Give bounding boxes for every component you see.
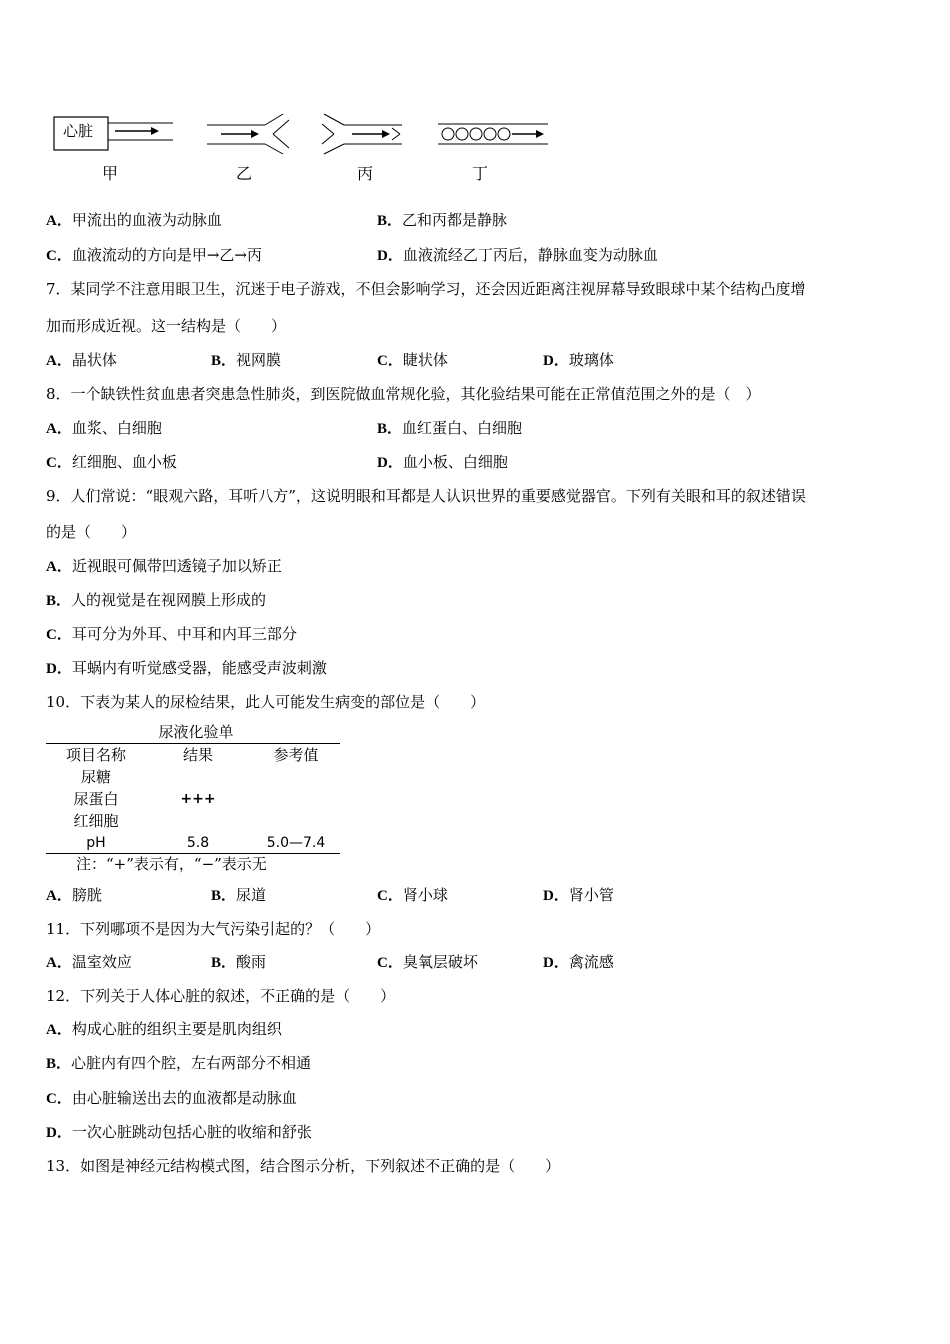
q8-option-b: B．血红蛋白、白细胞 (377, 419, 523, 437)
figure-label-ding: 丁 (472, 164, 489, 183)
table-header-ref: 参考值 (273, 746, 319, 764)
table-title: 尿液化验单 (158, 723, 234, 741)
table-header-result: 结果 (182, 746, 213, 764)
q12-option-d: D．一次心脏跳动包括心脏的收缩和舒张 (46, 1123, 312, 1141)
q11-option-d: D．禽流感 (543, 953, 614, 971)
figure-bing-vessel (320, 112, 410, 162)
q8-option-d: D．血小板、白细胞 (377, 453, 508, 471)
q7-stem-line1: 7．某同学不注意用眼卫生，沉迷于电子游戏，不但会影响学习，还会因近距离注视屏幕导致眼球中某个结构凸度增 (46, 280, 806, 298)
q13-stem: 13．如图是神经元结构模式图，结合图示分析，下列叙述不正确的是（ ） (46, 1157, 561, 1175)
q10-option-c: C．肾小球 (377, 886, 448, 904)
q6-option-d: D．血液流经乙丁丙后，静脉血变为动脉血 (377, 246, 658, 264)
figure-ding-capillary (436, 112, 556, 162)
q9-option-a: A．近视眼可佩带凹透镜子加以矫正 (46, 557, 282, 575)
q9-option-b: B．人的视觉是在视网膜上形成的 (46, 591, 267, 609)
q10-stem: 10．下表为某人的尿检结果，此人可能发生病变的部位是（ ） (46, 693, 486, 711)
q8-option-a: A．血浆、白细胞 (46, 419, 162, 437)
q6-option-c: C．血液流动的方向是甲→乙→丙 (46, 246, 262, 264)
q12-option-b: B．心脏内有四个腔，左右两部分不相通 (46, 1054, 312, 1072)
q9-stem-line1: 9．人们常说：“眼观六路，耳听八方”，这说明眼和耳都是人认识世界的重要感觉器官。下列有关眼和耳的叙述错误 (46, 487, 806, 505)
q11-option-b: B．酸雨 (211, 953, 267, 971)
q12-option-a: A．构成心脏的组织主要是肌肉组织 (46, 1020, 282, 1038)
q6-option-a: A．甲流出的血液为动脉血 (46, 211, 222, 229)
q7-stem-line2: 加而形成近视。这一结构是（ ） (46, 317, 287, 335)
figure-label-yi: 乙 (236, 164, 253, 183)
table-row-name: 红细胞 (73, 812, 119, 830)
table-note: 注：“+”表示有，“−”表示无 (76, 855, 267, 873)
q7-option-b: B．视网膜 (211, 351, 282, 369)
table-top-rule (46, 743, 340, 744)
q7-option-d: D．玻璃体 (543, 351, 614, 369)
q7-option-c: C．睫状体 (377, 351, 448, 369)
q9-option-c: C．耳可分为外耳、中耳和内耳三部分 (46, 625, 297, 643)
q6-option-b: B．乙和丙都是静脉 (377, 211, 508, 229)
table-row-result: 5.8 (186, 835, 210, 851)
q12-stem: 12．下列关于人体心脏的叙述，不正确的是（ ） (46, 987, 396, 1005)
q7-option-a: A．晶状体 (46, 351, 117, 369)
q12-option-c: C．由心脏输送出去的血液都是动脉血 (46, 1089, 297, 1107)
q10-option-d: D．肾小管 (543, 886, 614, 904)
q9-stem-line2: 的是（ ） (46, 523, 137, 541)
table-row-name: pH (86, 835, 106, 851)
q11-option-c: C．臭氧层破坏 (377, 953, 478, 971)
table-row-name: 尿糖 (80, 768, 111, 786)
table-row-result: +++ (180, 791, 216, 807)
table-row-name: 尿蛋白 (73, 790, 119, 808)
figure-label-jia: 甲 (102, 164, 119, 183)
q9-option-d: D．耳蜗内有听觉感受器，能感受声波刺激 (46, 659, 327, 677)
heart-box-label: 心脏 (63, 122, 94, 140)
q11-option-a: A．温室效应 (46, 953, 132, 971)
figure-yi-vessel (205, 112, 295, 162)
urine-test-table (46, 720, 340, 875)
q8-option-c: C．红细胞、血小板 (46, 453, 177, 471)
figure-label-bing: 丙 (357, 164, 374, 183)
q10-option-a: A．膀胱 (46, 886, 102, 904)
q11-stem: 11．下列哪项不是因为大气污染引起的？（ ） (46, 920, 381, 938)
q10-option-b: B．尿道 (211, 886, 267, 904)
table-row-ref: 5.0—7.4 (266, 835, 326, 851)
table-header-name: 项目名称 (65, 746, 126, 764)
q8-stem: 8．一个缺铁性贫血患者突患急性肺炎，到医院做血常规化验，其化验结果可能在正常值范围之外的是（ ） (46, 385, 761, 403)
